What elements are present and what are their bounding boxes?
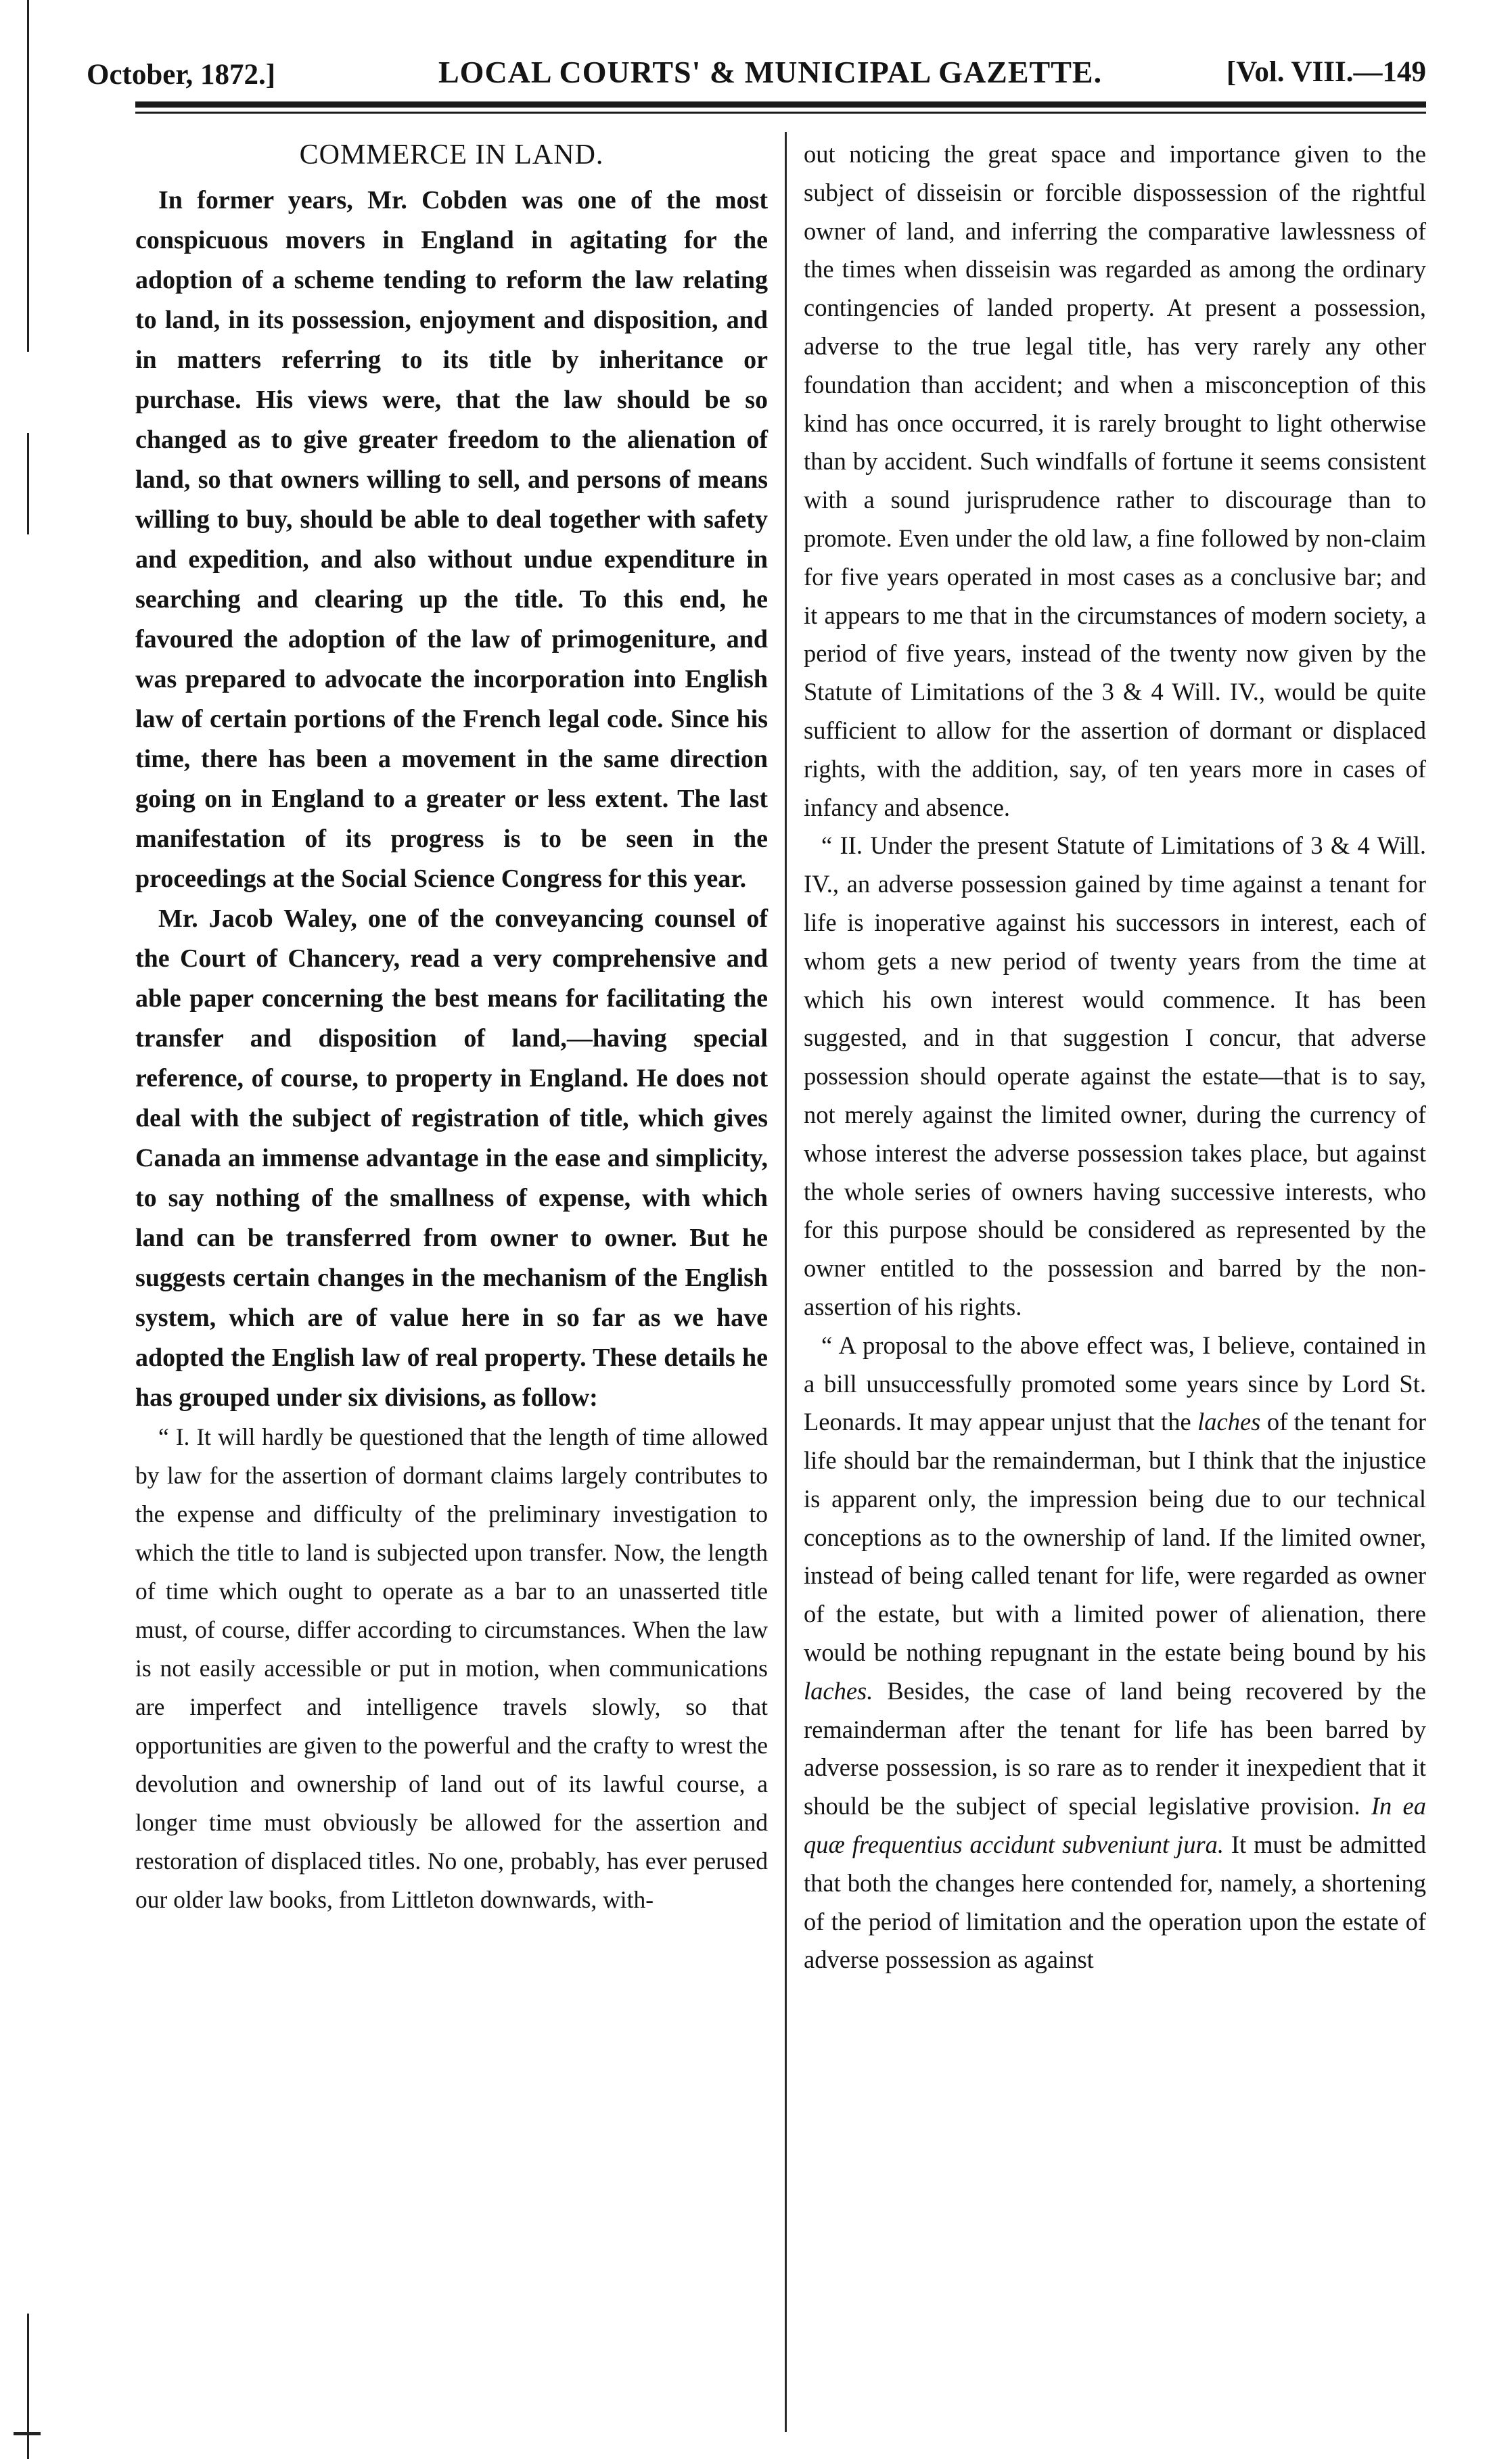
article-title: COMMERCE IN LAND. [299, 139, 604, 170]
left-margin-line-bottom [27, 2314, 29, 2459]
header-volume-page: [Vol. VIII.—149 [1226, 56, 1426, 88]
quote-one-continued: out noticing the great space and importance given to the subject of disseisin or forcible dispossession of the rightful owner of land, and inferring the comparative lawlessness of the times when disseisin was regarded as among the ordinary contingencies of landed property. At present a possession, adverse to the true legal title, has very rarely any other foundation than accident; and when a misconception of this kind has once occurred, it is rarely brought to light otherwise than by accident. Such windfalls of fortune it seems consistent with a sound jurisprudence rather to discourage than to promote. Even under the old law, a fine followed by non-claim for five years operated in most cases as a conclusive bar; and it appears to me that in the circumstances of modern society, a period of five years, instead of the twenty now given by the Statute of Limitations of the 3 & 4 Will. IV., would be quite sufficient to allow for the assertion of dormant or displaced rights, with the addition, say, of ten years more in cases of infancy and absence. [804, 140, 1426, 821]
left-margin-foot [14, 2432, 41, 2435]
quote-three-text-3: Besides, the case of land being recovered by the remainderman after the tenant for life has been barred by adverse possession, is so rare as to render it inexpedient that it should be the subject of special legislative provision. [804, 1676, 1426, 1820]
column-divider [785, 132, 787, 2432]
laches-italic-2: laches. [804, 1676, 873, 1705]
quote-three [804, 1327, 1426, 1980]
left-margin-line [27, 0, 29, 352]
running-header [87, 47, 1426, 101]
right-column [804, 135, 1426, 1979]
left-column [135, 135, 768, 1919]
article-paragraph-2: Mr. Jacob Waley, one of the conveyancing counsel of the Court of Chancery, read a very comprehensive and able paper concerning the best means for facilitating the transfer and disposition of land,—having special reference, of course, to property in England. He does not deal with the subject of registration of title, which gives Canada an immense advantage in the ease and simplicity, to say nothing of the smallness of expense, with which land can be transferred from owner to owner. But he suggests certain changes in the mechanism of the English system, which are of value here in so far as we have adopted the English law of real property. These details he has grouped under six divisions, as follow: [135, 904, 768, 1412]
header-rule-thick [135, 101, 1426, 108]
header-rule-thin [135, 112, 1426, 114]
quote-two: “ II. Under the present Statute of Limitations of 3 & 4 Will. IV., an adverse possession gained by time against a tenant for life is inoperative against his successors in interest, each of whom gets a new period of twenty years from the time at which his own interest would commence. It has been suggested, and in that suggestion I concur, that adverse possession should operate against the estate—that is to say, not merely against the limited owner, during the currency of whose interest the adverse possession takes place, but against the whole series of owners having successive interests, who for this purpose should be considered as represented by the owner entitled to the possession and barred by the non-assertion of his rights. [804, 831, 1426, 1320]
quote-one-start: “ I. It will hardly be questioned that the length of time allowed by law for the assertion of dormant claims largely contributes to the expense and difficulty of the preliminary investigation to which the title to land is subjected upon transfer. Now, the length of time which ought to operate as a bar to an unasserted title must, of course, differ according to circumstances. When the law is not easily accessible or put in motion, when communications are imperfect and intelligence travels slowly, so that opportunities are given to the powerful and the crafty to wrest the devolution and ownership of land out of its lawful course, a longer time must obviously be allowed for the assertion and restoration of displaced titles. No one, probably, has ever perused our older law books, from Littleton downwards, with- [135, 1423, 768, 1913]
quote-three-text-2: of the tenant for life should bar the remainderman, but I think that the injustice is apparent only, the impression being due to our technical conceptions as to the ownership of land. If the limited owner, instead of being called tenant for life, were regarded as owner of the estate, but with a limited power of alienation, there would be nothing repugnant in the estate being bound by his [804, 1408, 1426, 1667]
quote-three-text-1: “ A proposal to the above effect was, I believe, contained in a bill unsuccessfully promoted some years since by Lord St. Leonards. It may appear unjust that the [804, 1331, 1426, 1436]
header-publication: LOCAL COURTS' & MUNICIPAL GAZETTE. [438, 55, 1103, 89]
quote-three-text-4: It must be admitted that both the changes here contended for, namely, a shortening of the period of limitation and the operation upon the estate of adverse possession as against [804, 1831, 1426, 1974]
article-paragraph-1: In former years, Mr. Cobden was one of the most conspicuous movers in England in agitating for the adoption of a scheme tending to reform the law relating to land, in its possession, enjoyment and disposition, and in matters referring to its title by inheritance or purchase. His views were, that the law should be so changed as to give greater freedom to the alienation of land, so that owners willing to sell, and persons of means willing to buy, should be able to deal together with safety and expedition, and also without undue expenditure in searching and clearing up the title. To this end, he favoured the adoption of the law of primogeniture, and was prepared to advocate the incorporation into English law of certain portions of the French legal code. Since his time, there has been a movement in the same direction going on in England to a greater or less extent. The last manifestation of its progress is to be seen in the proceedings at the Social Science Congress for this year. [135, 186, 768, 893]
latin-maxim: In ea quæ frequentius accidunt subveniunt jura. [804, 1792, 1427, 1859]
left-margin-tick [27, 433, 29, 534]
laches-italic-1: laches [1197, 1408, 1261, 1436]
header-date: October, 1872.] [87, 59, 276, 91]
